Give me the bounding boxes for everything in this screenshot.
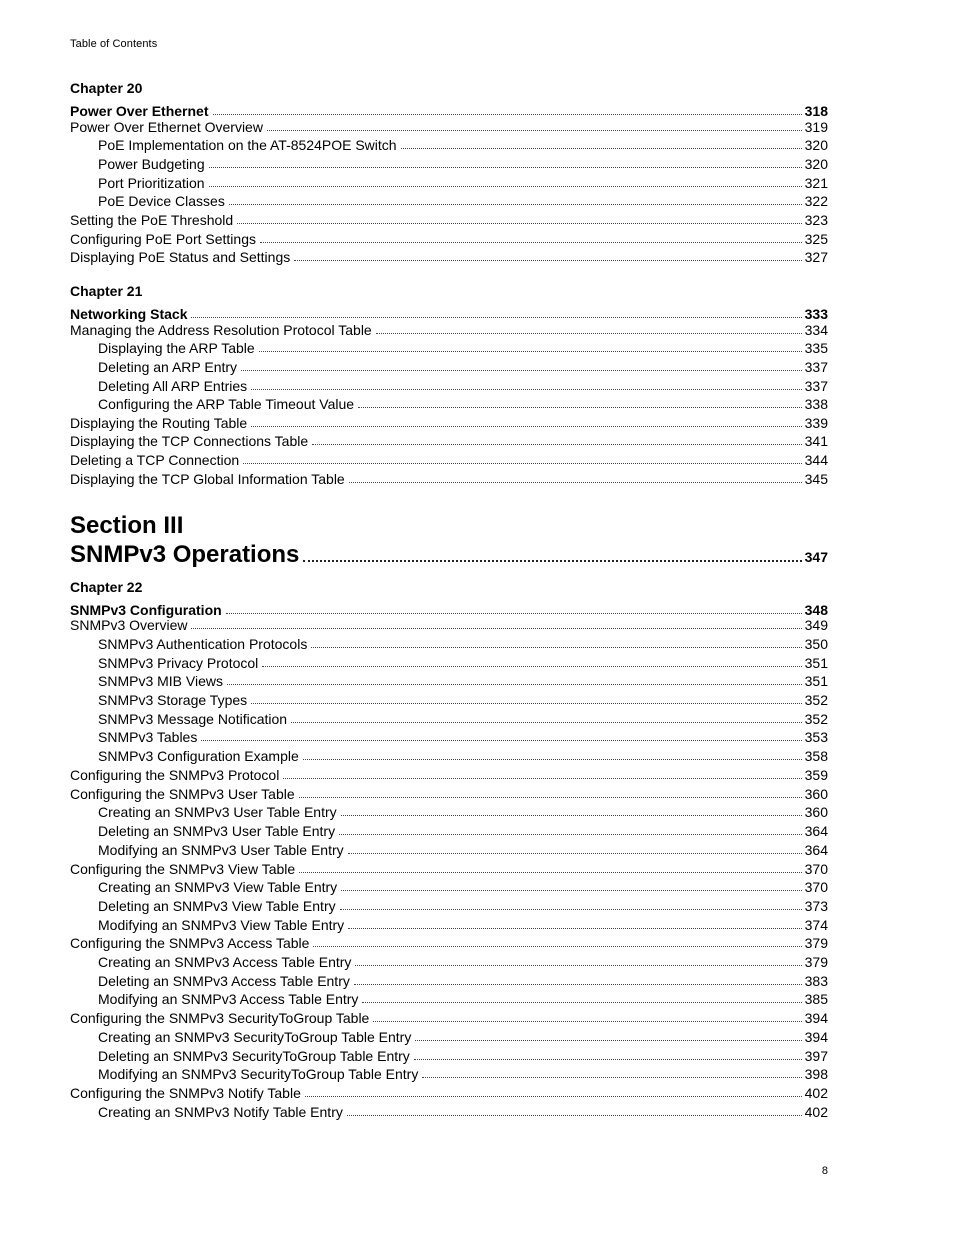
toc-entry-modifying-user-entry[interactable] [70, 840, 828, 858]
dot-leader [291, 722, 802, 723]
toc-entry-snmpv3-operations[interactable] [70, 539, 828, 569]
dot-leader [354, 984, 802, 985]
dot-leader [237, 223, 801, 224]
toc-entry-snmpv3-message-notification[interactable] [70, 709, 828, 727]
toc-entry-creating-securitytogroup-entry[interactable] [70, 1027, 828, 1045]
dot-leader [299, 872, 801, 873]
toc-entry-title: Configuring the ARP Table Timeout Value [98, 396, 355, 412]
dot-leader [226, 613, 802, 614]
toc-entry-page: 353 [804, 729, 828, 745]
toc-entry-port-prioritization[interactable] [70, 173, 828, 191]
toc-entry-title: SNMPv3 Message Notification [98, 711, 288, 727]
toc-entry-page: 360 [804, 804, 828, 820]
toc-entry-title: PoE Implementation on the AT-8524POE Switch [98, 137, 397, 153]
toc-entry-title: Deleting All ARP Entries [98, 378, 248, 394]
toc-entry-snmpv3-tables[interactable] [70, 727, 828, 745]
toc-entry-creating-notify-entry[interactable] [70, 1102, 828, 1120]
toc-entry-title: Power Over Ethernet [70, 103, 209, 119]
toc-entry-configuring-access-table[interactable] [70, 933, 828, 951]
toc-entry-page: 352 [804, 692, 828, 708]
toc-entry-page: 320 [804, 156, 828, 172]
toc-entry-page: 341 [804, 433, 828, 449]
dot-leader [340, 909, 802, 910]
dot-leader [355, 965, 801, 966]
toc-entry-configuring-poe-port[interactable] [70, 229, 828, 247]
toc-entry-page: 398 [804, 1066, 828, 1082]
toc-entry-creating-access-entry[interactable] [70, 952, 828, 970]
dot-leader [401, 148, 802, 149]
toc-entry-title: Modifying an SNMPv3 Access Table Entry [98, 991, 359, 1007]
toc-entry-title: Configuring PoE Port Settings [70, 231, 256, 247]
toc-entry-configuring-user-table[interactable] [70, 784, 828, 802]
dot-leader [373, 1021, 801, 1022]
dot-leader [341, 815, 802, 816]
toc-entry-snmpv3-overview[interactable] [70, 615, 828, 633]
toc-entry-page: 320 [804, 137, 828, 153]
toc-entry-title: SNMPv3 Overview [70, 617, 188, 633]
toc-entry-page: 373 [804, 898, 828, 914]
toc-entry-title: Deleting a TCP Connection [70, 452, 240, 468]
toc-entry-title: SNMPv3 Authentication Protocols [98, 636, 308, 652]
dot-leader [201, 740, 801, 741]
toc-entry-title: Deleting an SNMPv3 Access Table Entry [98, 973, 350, 989]
toc-entry-page: 339 [804, 415, 828, 431]
toc-entry-snmpv3-auth-protocols[interactable] [70, 634, 828, 652]
toc-entry-page: 374 [804, 917, 828, 933]
toc-entry-title: Configuring the SNMPv3 SecurityToGroup Table [70, 1010, 370, 1026]
toc-entry-title: Configuring the SNMPv3 View Table [70, 861, 296, 877]
toc-entry-title: Creating an SNMPv3 SecurityToGroup Table Entry [98, 1029, 412, 1045]
dot-leader [213, 114, 802, 115]
toc-entry-page: 325 [804, 231, 828, 247]
dot-leader [362, 1002, 801, 1003]
dot-leader [251, 703, 801, 704]
dot-leader [191, 628, 801, 629]
toc-entry-deleting-user-entry[interactable] [70, 821, 828, 839]
dot-leader [260, 242, 802, 243]
toc-entry-deleting-access-entry[interactable] [70, 971, 828, 989]
dot-leader [209, 167, 802, 168]
toc-entry-deleting-all-arp-entries[interactable] [70, 376, 828, 394]
toc-entry-title: Deleting an SNMPv3 User Table Entry [98, 823, 336, 839]
toc-entry-title: SNMPv3 MIB Views [98, 673, 223, 689]
toc-entry-configuring-view-table[interactable] [70, 859, 828, 877]
toc-entry-page: 351 [804, 655, 828, 671]
toc-entry-tcp-connections-table[interactable] [70, 431, 828, 449]
toc-entry-title: Creating an SNMPv3 Access Table Entry [98, 954, 352, 970]
toc-entry-snmpv3-storage-types[interactable] [70, 690, 828, 708]
toc-entry-title: Creating an SNMPv3 View Table Entry [98, 879, 338, 895]
dot-leader [348, 853, 802, 854]
dot-leader [312, 444, 801, 445]
toc-entry-displaying-routing-table[interactable] [70, 413, 828, 431]
dot-leader [251, 389, 801, 390]
toc-entry-title: Displaying the ARP Table [98, 340, 255, 356]
dot-leader [347, 1115, 802, 1116]
toc-entry-page: 350 [804, 636, 828, 652]
toc-entry-page: 397 [804, 1048, 828, 1064]
dot-leader [294, 260, 801, 261]
toc-entry-page: 323 [804, 212, 828, 228]
toc-entry-page: 385 [804, 991, 828, 1007]
toc-entry-poe-implementation[interactable] [70, 135, 828, 153]
toc-entry-title: SNMPv3 Configuration [70, 602, 222, 618]
toc-entry-snmpv3-config-example[interactable] [70, 746, 828, 764]
dot-leader [283, 778, 801, 779]
dot-leader [241, 370, 802, 371]
toc-entry-deleting-tcp-connection[interactable] [70, 450, 828, 468]
dot-leader [311, 647, 801, 648]
dot-leader [422, 1077, 801, 1078]
dot-leader [191, 317, 801, 318]
chapter-20-heading: Chapter 20 [70, 80, 143, 96]
toc-entry-title: Modifying an SNMPv3 User Table Entry [98, 842, 344, 858]
toc-entry-title: Port Prioritization [98, 175, 205, 191]
toc-entry-page: 347 [804, 549, 828, 565]
toc-entry-title: SNMPv3 Tables [98, 729, 198, 745]
toc-entry-page: 337 [804, 359, 828, 375]
toc-entry-page: 402 [804, 1104, 828, 1120]
toc-entry-page: 318 [804, 103, 828, 119]
toc-entry-tcp-global-info-table[interactable] [70, 469, 828, 487]
toc-entry-title: Configuring the SNMPv3 User Table [70, 786, 295, 802]
toc-entry-page: 344 [804, 452, 828, 468]
toc-entry-title: Networking Stack [70, 306, 188, 322]
toc-entry-page: 379 [804, 935, 828, 951]
dot-leader [243, 463, 801, 464]
toc-entry-displaying-poe-status[interactable] [70, 247, 828, 265]
toc-entry-page: 333 [804, 306, 828, 322]
dot-leader [414, 1059, 802, 1060]
toc-entry-configuring-notify-table[interactable] [70, 1083, 828, 1101]
toc-entry-snmpv3-privacy-protocol[interactable] [70, 653, 828, 671]
dot-leader [303, 560, 801, 562]
toc-entry-title: Deleting an SNMPv3 SecurityToGroup Table Entry [98, 1048, 410, 1064]
dot-leader [299, 797, 802, 798]
section-title: SNMPv3 Operations [70, 541, 300, 568]
toc-entry-title: Power Over Ethernet Overview [70, 119, 263, 135]
toc-entry-configuring-snmpv3-protocol[interactable] [70, 765, 828, 783]
toc-entry-page: 364 [804, 842, 828, 858]
chapter-22-heading: Chapter 22 [70, 579, 143, 595]
running-header: Table of Contents [70, 38, 158, 50]
toc-entry-title: Displaying the TCP Connections Table [70, 433, 309, 449]
toc-entry-page: 364 [804, 823, 828, 839]
toc-entry-page: 394 [804, 1010, 828, 1026]
toc-entry-title: SNMPv3 Storage Types [98, 692, 248, 708]
toc-entry-modifying-access-entry[interactable] [70, 989, 828, 1007]
toc-entry-title: Displaying the Routing Table [70, 415, 248, 431]
dot-leader [251, 426, 801, 427]
toc-entry-title: Configuring the SNMPv3 Access Table [70, 935, 310, 951]
toc-entry-deleting-arp-entry[interactable] [70, 357, 828, 375]
toc-entry-page: 394 [804, 1029, 828, 1045]
dot-leader [229, 204, 802, 205]
section-3-heading: Section III [70, 512, 184, 539]
toc-entry-page: 349 [804, 617, 828, 633]
dot-leader [259, 351, 802, 352]
chapter-21-heading: Chapter 21 [70, 283, 143, 299]
toc-entry-title: Displaying the TCP Global Information Table [70, 471, 345, 487]
dot-leader [227, 684, 802, 685]
toc-entry-title: Configuring the SNMPv3 Notify Table [70, 1085, 301, 1101]
dot-leader [339, 834, 802, 835]
toc-entry-page: 322 [804, 193, 828, 209]
toc-entry-page: 337 [804, 378, 828, 394]
dot-leader [313, 946, 801, 947]
toc-entry-managing-arp-table[interactable] [70, 320, 828, 338]
toc-entry-page: 383 [804, 973, 828, 989]
toc-entry-page: 319 [804, 119, 828, 135]
toc-entry-deleting-view-entry[interactable] [70, 896, 828, 914]
dot-leader [348, 928, 801, 929]
toc-entry-page: 352 [804, 711, 828, 727]
toc-entry-page: 345 [804, 471, 828, 487]
toc-entry-deleting-securitytogroup-entry[interactable] [70, 1046, 828, 1064]
toc-entry-page: 348 [804, 602, 828, 618]
dot-leader [358, 407, 802, 408]
toc-entry-setting-poe-threshold[interactable] [70, 210, 828, 228]
dot-leader [262, 666, 801, 667]
dot-leader [415, 1040, 801, 1041]
toc-entry-page: 359 [804, 767, 828, 783]
toc-entry-title: Configuring the SNMPv3 Protocol [70, 767, 280, 783]
toc-entry-page: 335 [804, 340, 828, 356]
toc-entry-title: Modifying an SNMPv3 View Table Entry [98, 917, 345, 933]
toc-entry-title: Creating an SNMPv3 User Table Entry [98, 804, 337, 820]
toc-entry-power-budgeting[interactable] [70, 154, 828, 172]
dot-leader [305, 1096, 802, 1097]
toc-entry-displaying-arp-table[interactable] [70, 338, 828, 356]
toc-entry-title: PoE Device Classes [98, 193, 225, 209]
toc-entry-page: 360 [804, 786, 828, 802]
toc-entry-title: Power Budgeting [98, 156, 205, 172]
page-number: 8 [821, 1165, 828, 1177]
dot-leader [267, 130, 802, 131]
toc-entry-page: 334 [804, 322, 828, 338]
toc-entry-title: Modifying an SNMPv3 SecurityToGroup Table Entry [98, 1066, 419, 1082]
toc-entry-page: 327 [804, 249, 828, 265]
toc-entry-modifying-view-entry[interactable] [70, 915, 828, 933]
toc-entry-creating-user-entry[interactable] [70, 802, 828, 820]
toc-entry-poe-device-classes[interactable] [70, 191, 828, 209]
toc-entry-page: 370 [804, 879, 828, 895]
toc-entry-title: Creating an SNMPv3 Notify Table Entry [98, 1104, 343, 1120]
toc-entry-page: 321 [804, 175, 828, 191]
dot-leader [376, 333, 802, 334]
toc-entry-page: 402 [804, 1085, 828, 1101]
toc-entry-snmpv3-mib-views[interactable] [70, 671, 828, 689]
toc-entry-page: 338 [804, 396, 828, 412]
toc-entry-title: SNMPv3 Configuration Example [98, 748, 299, 764]
toc-entry-title: Deleting an SNMPv3 View Table Entry [98, 898, 336, 914]
dot-leader [349, 482, 802, 483]
dot-leader [303, 759, 802, 760]
toc-entry-title: Displaying PoE Status and Settings [70, 249, 291, 265]
toc-entry-title: SNMPv3 Privacy Protocol [98, 655, 259, 671]
toc-entry-arp-timeout[interactable] [70, 394, 828, 412]
toc-entry-title: Setting the PoE Threshold [70, 212, 234, 228]
dot-leader [209, 186, 802, 187]
toc-entry-page: 379 [804, 954, 828, 970]
toc-entry-page: 358 [804, 748, 828, 764]
toc-entry-page: 351 [804, 673, 828, 689]
toc-entry-title: Managing the Address Resolution Protocol Table [70, 322, 372, 338]
toc-entry-title: Deleting an ARP Entry [98, 359, 238, 375]
dot-leader [341, 890, 801, 891]
toc-entry-creating-view-entry[interactable] [70, 877, 828, 895]
toc-entry-poe-overview[interactable] [70, 117, 828, 135]
toc-entry-modifying-securitytogroup-entry[interactable] [70, 1064, 828, 1082]
toc-entry-configuring-securitytogroup-table[interactable] [70, 1008, 828, 1026]
toc-entry-page: 370 [804, 861, 828, 877]
